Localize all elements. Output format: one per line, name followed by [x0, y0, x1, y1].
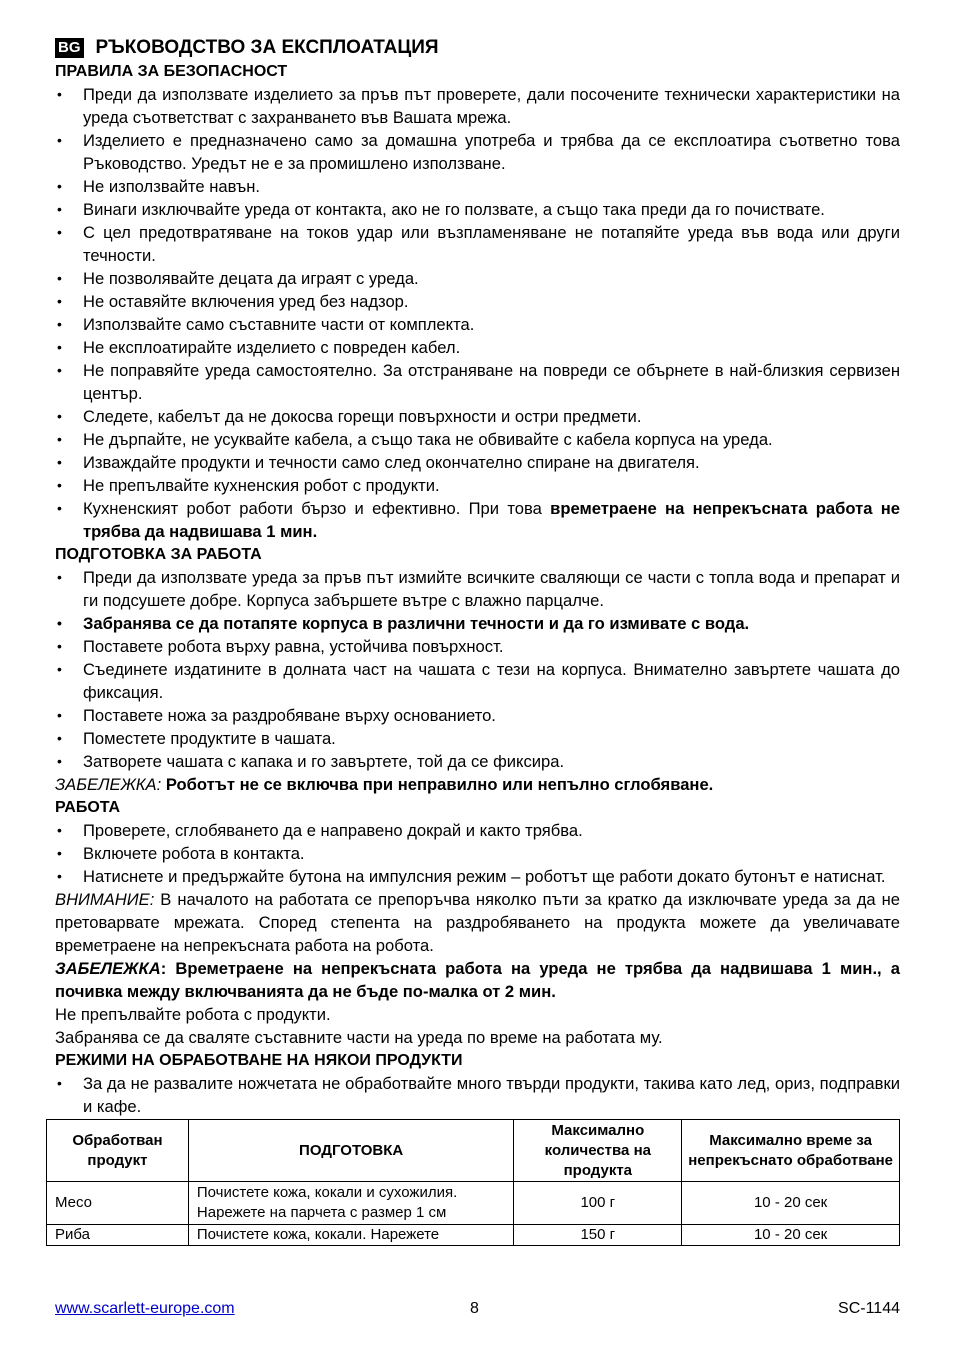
list-item: • За да не развалите ножчетата не обработвайте много твърди продукти, такива като лед, ориз, подправки и кафе.: [55, 1072, 900, 1118]
note-text: : Времетраене на непрекъсната работа на уреда не трябва да надвишава 1 мин., а почивка между включванията да не бъде по-малка от 2 мин.: [55, 959, 900, 1001]
warning-text: В началото на работата се препоръчва няколко пъти за кратко да изключвате уреда за да не претоварвате мрежата. Според степента на раздробяването на продукта можете да увеличавате времетраене на непрекъсната работа на робота.: [55, 890, 900, 955]
cell-quantity: 100 г: [514, 1182, 682, 1225]
overfill-line: Не препълвайте робота с продукти.: [55, 1005, 331, 1024]
operation-list: [55, 819, 900, 888]
page-number: 8: [470, 1300, 479, 1317]
page-footer: [55, 1300, 900, 1322]
column-header-product: Обработван продукт: [47, 1120, 189, 1182]
list-item: • Преди да използвате уреда за пръв път измийте всичките сваляющи се части с топла вода и препарат и ги подсушете добре. Корпуса забършете вътре с влажно парцалче.: [55, 566, 900, 612]
manual-page: [55, 36, 900, 1246]
list-item: • Поставете робота върху равна, устойчива повърхност.: [55, 635, 900, 658]
list-item: • Използвайте само съставните части от комплекта.: [55, 313, 900, 336]
list-item: • Не препълвайте кухненския робот с продукти.: [55, 474, 900, 497]
item-text: Кухненският робот работи бързо и ефективно. При това: [83, 499, 551, 518]
list-item: • Натиснете и предържайте бутона на импулсния режим – роботът ще работи докато бутонът е натиснат.: [55, 865, 900, 888]
list-item: • Съединете издатините в долната част на чашата с тези на корпуса. Внимателно завъртете чашата до фиксация.: [55, 658, 900, 704]
list-item: • Затворете чашата с капака и го завъртете, той да се фиксира.: [55, 750, 900, 773]
cell-product: Риба: [47, 1225, 189, 1246]
list-item: • Не поправяйте уреда самостоятелно. За отстраняване на повреди се обърнете в най-близкия сервизен център.: [55, 359, 900, 405]
list-item: • Не използвайте навън.: [55, 175, 900, 198]
list-item: • Включете робота в контакта.: [55, 842, 900, 865]
duration-note: [55, 957, 900, 1003]
warning-paragraph: [55, 888, 900, 957]
preparation-heading: ПОДГОТОВКА ЗА РАБОТА: [55, 546, 262, 563]
language-badge: BG: [55, 38, 84, 58]
list-item: • Изделието е предназначено само за домашна употреба и трябва да се експлоатира съответно това Ръководство. Уредът не е за промишлено използване.: [55, 129, 900, 175]
preparation-list: [55, 566, 900, 773]
list-item: • Поместете продуктите в чашата.: [55, 727, 900, 750]
list-item: • Не позволявайте децата да играят с уреда.: [55, 267, 900, 290]
cell-product: Месо: [47, 1182, 189, 1225]
note-label: ЗАБЕЛЕЖКА: [55, 959, 161, 978]
note-text: Роботът не се включва при неправилно или непълно сглобяване.: [161, 775, 714, 794]
removal-line: Забранява се да сваляте съставните части на уреда по време на работата му.: [55, 1028, 663, 1047]
cell-preparation: Почистете кожа, кокали и сухожилия. Нарежете на парчета с размер 1 см: [188, 1182, 514, 1225]
table-row: [47, 1225, 900, 1246]
operation-heading: РАБОТА: [55, 799, 121, 816]
list-item: • Забранява се да потапяте корпуса в различни течности и да го измивате с вода.: [55, 612, 900, 635]
list-item: [55, 497, 900, 543]
processing-table: [46, 1119, 900, 1246]
modes-list: [55, 1072, 900, 1118]
list-item: • Изваждайте продукти и течности само след окончателно спиране на двигателя.: [55, 451, 900, 474]
safety-heading: ПРАВИЛА ЗА БЕЗОПАСНОСТ: [55, 63, 288, 80]
list-item: • Проверете, сглобяването да е направено докрай и както трябва.: [55, 819, 900, 842]
note-label: ЗАБЕЛЕЖКА:: [55, 775, 162, 794]
column-header-quantity: Максимално количества на продукта: [514, 1120, 682, 1182]
page-title: РЪКОВОДСТВО ЗА ЕКСПЛОАТАЦИЯ: [95, 37, 439, 58]
title-row: [55, 36, 900, 60]
cell-time: 10 - 20 сек: [682, 1182, 900, 1225]
table-header-row: [47, 1120, 900, 1182]
modes-heading: РЕЖИМИ НА ОБРАБОТВАНЕ НА НЯКОИ ПРОДУКТИ: [55, 1052, 463, 1069]
model-number: SC-1144: [838, 1300, 900, 1317]
list-item: • С цел предотвратяване на токов удар или възпламеняване не потапяйте уреда във вода или други течности.: [55, 221, 900, 267]
cell-time: 10 - 20 сек: [682, 1225, 900, 1246]
column-header-time: Максимално време за непрекъснато обработване: [682, 1120, 900, 1182]
list-item: • Винаги изключвайте уреда от контакта, ако не го ползвате, а също така преди да го почиствате.: [55, 198, 900, 221]
assembly-note: [55, 773, 900, 796]
list-item: • Не оставяйте включения уред без надзор.: [55, 290, 900, 313]
list-item: • Не експлоатирайте изделието с повреден кабел.: [55, 336, 900, 359]
cell-preparation: Почистете кожа, кокали. Нарежете: [188, 1225, 514, 1246]
list-item: • Поставете ножа за раздробяване върху основанието.: [55, 704, 900, 727]
warning-label: ВНИМАНИЕ:: [55, 890, 155, 909]
cell-quantity: 150 г: [514, 1225, 682, 1246]
list-item: • Следете, кабелът да не докосва горещи повърхности и остри предмети.: [55, 405, 900, 428]
list-item: • Преди да използвате изделието за пръв път проверете, дали посочените технически характеристики на уреда съответстват с захранването във Вашата мрежа.: [55, 83, 900, 129]
list-item: • Не дърпайте, не усуквайте кабела, а също така не обвивайте с кабела корпуса на уреда.: [55, 428, 900, 451]
column-header-preparation: ПОДГОТОВКА: [188, 1120, 514, 1182]
table-row: [47, 1182, 900, 1225]
website-link[interactable]: www.scarlett-europe.com: [55, 1300, 235, 1317]
safety-list: [55, 83, 900, 543]
item-bold-text: времетраене на непрекъсната работа не трябва да надвишава 1 мин.: [83, 499, 901, 541]
